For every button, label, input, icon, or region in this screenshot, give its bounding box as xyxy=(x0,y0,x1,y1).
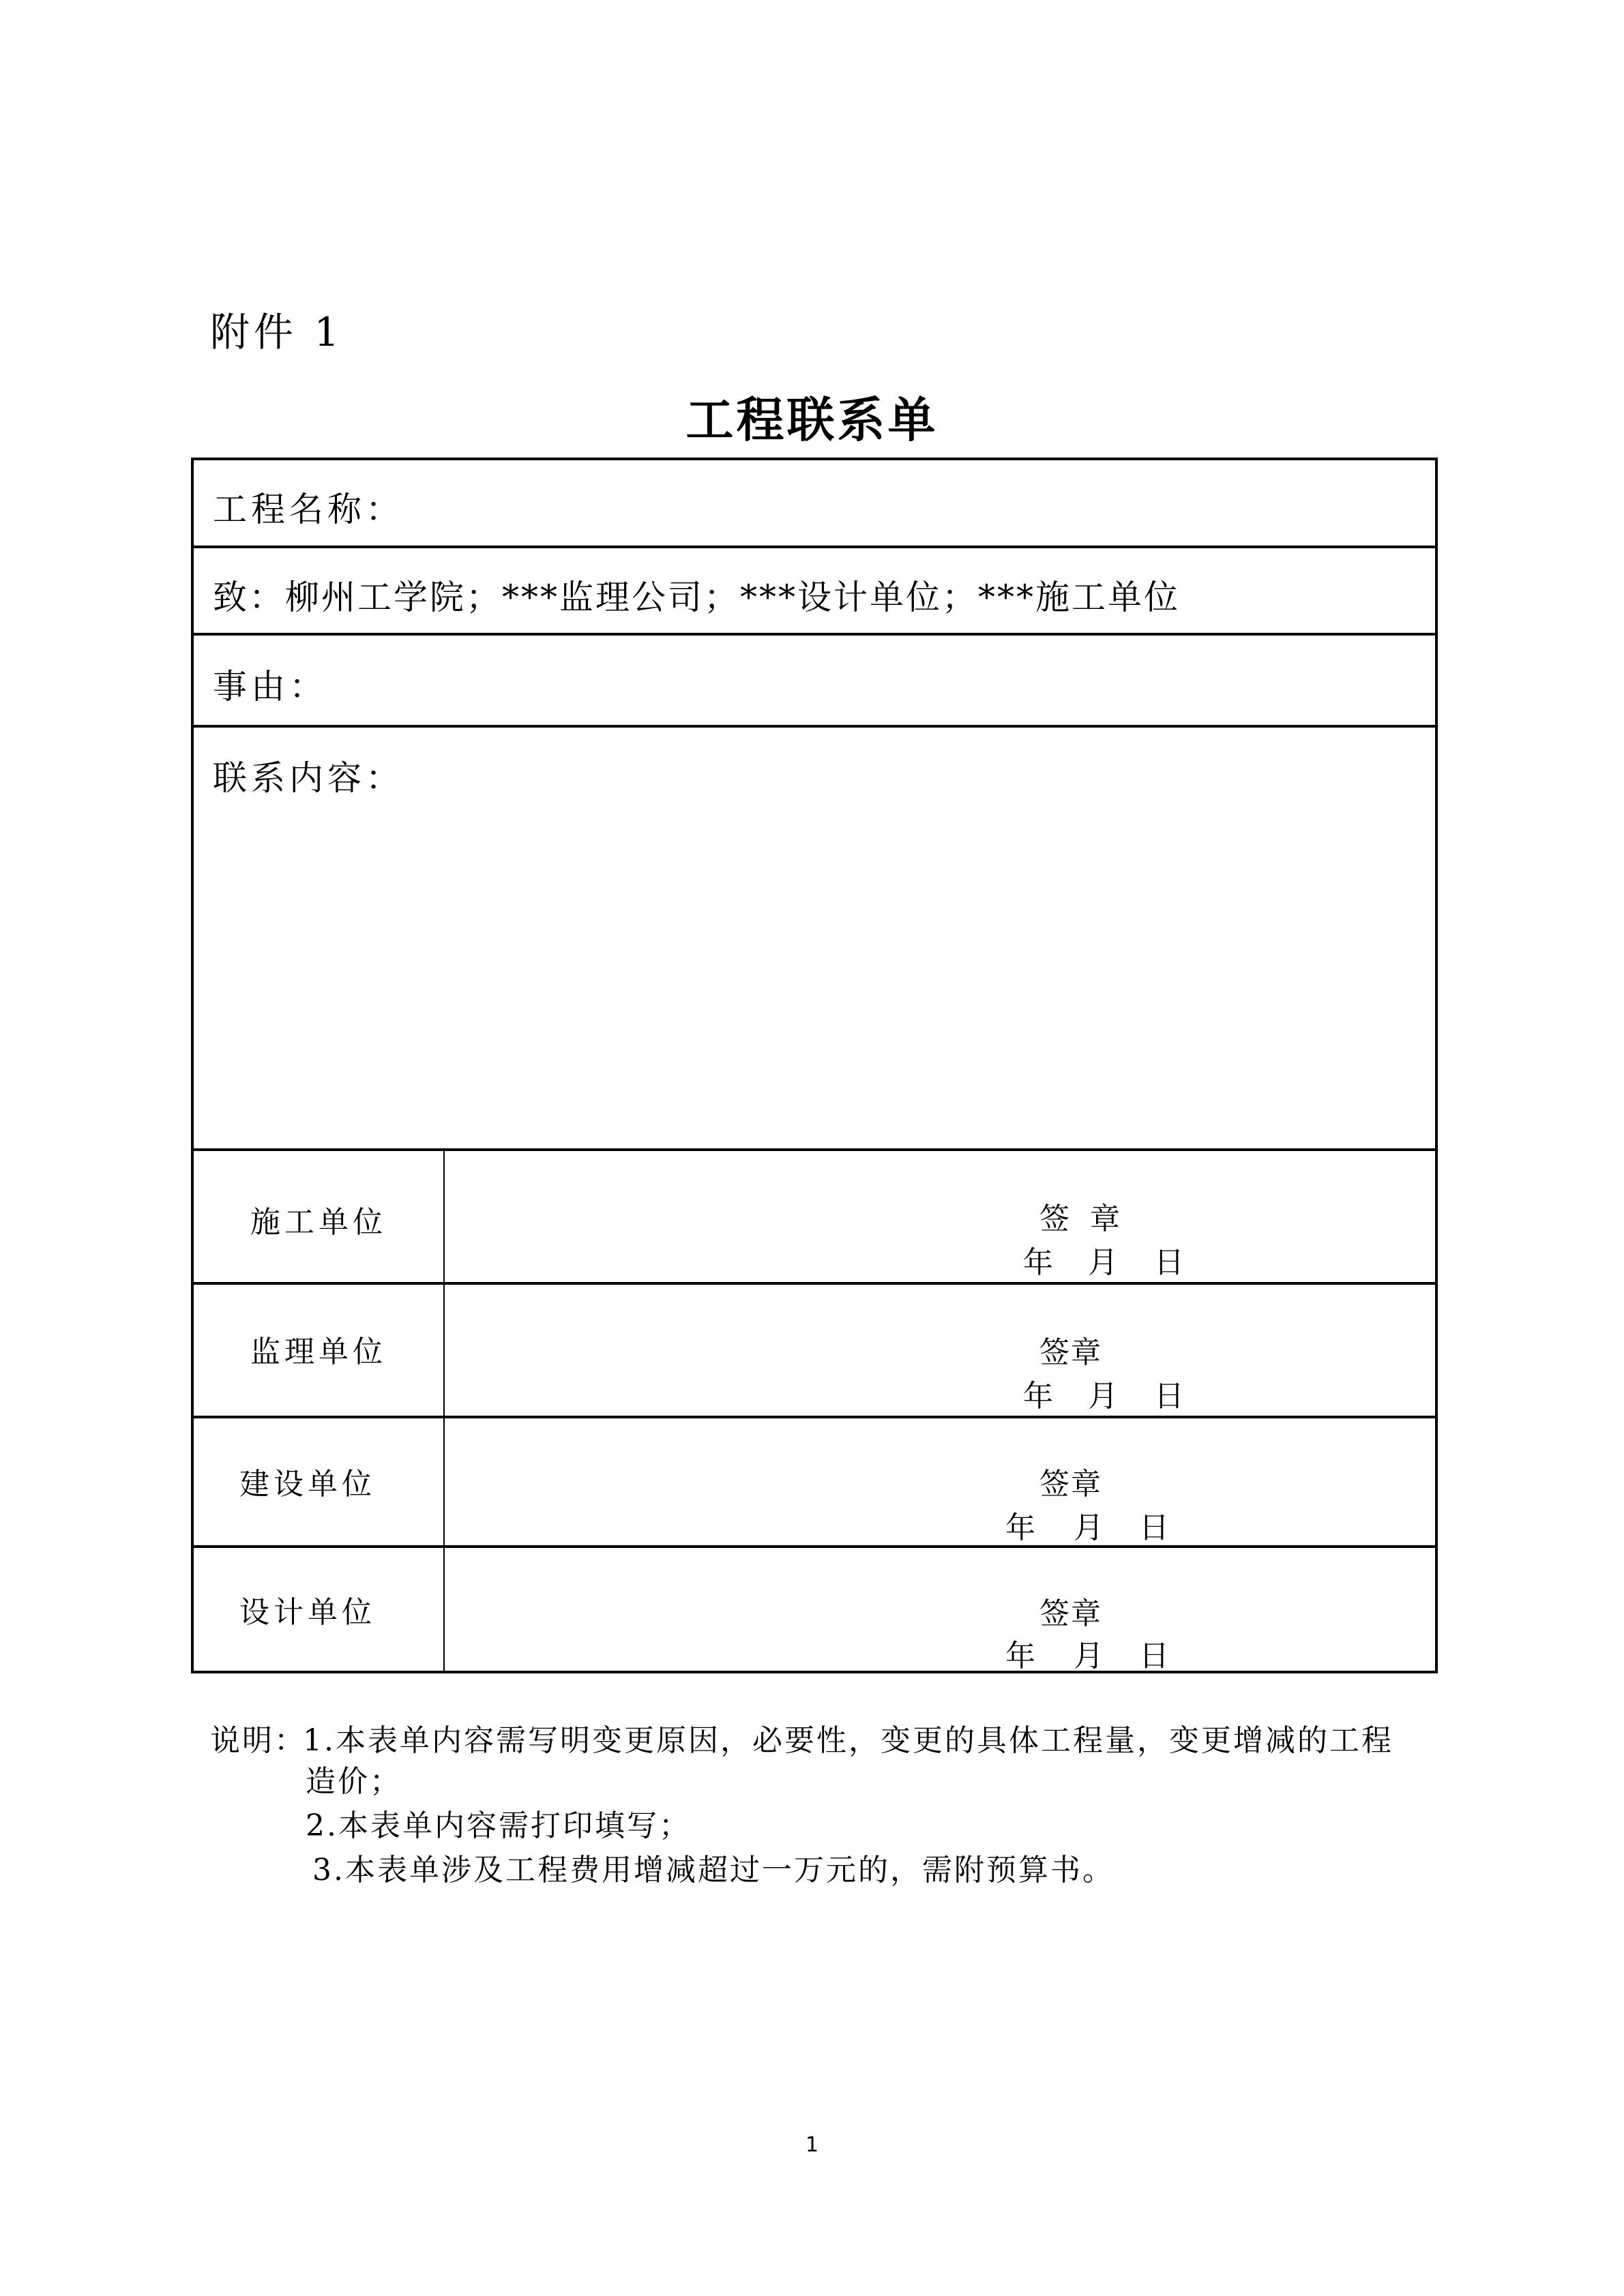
recipients-text: 致：柳州工学院；***监理公司；***设计单位；***施工单位 xyxy=(213,578,1180,617)
day-label: 日 xyxy=(1139,1639,1169,1673)
unit-label: 设计单位 xyxy=(239,1595,376,1630)
signoff-row-supervision xyxy=(194,1285,1435,1418)
year-label: 年 xyxy=(1005,1639,1035,1673)
unit-label: 建设单位 xyxy=(239,1467,376,1502)
seal-label: 签章 xyxy=(1039,1335,1102,1370)
seal-label: 签 章 xyxy=(1039,1202,1125,1236)
project-name-row xyxy=(194,460,1435,548)
day-label: 日 xyxy=(1154,1379,1184,1414)
contact-form-table xyxy=(191,458,1438,1673)
seal-label: 签章 xyxy=(1039,1467,1102,1502)
unit-label: 施工单位 xyxy=(250,1205,387,1240)
unit-label: 监理单位 xyxy=(250,1335,387,1369)
year-label: 年 xyxy=(1023,1379,1053,1414)
project-name-label: 工程名称： xyxy=(213,490,404,529)
page-title: 工程联系单 xyxy=(685,391,939,448)
day-label: 日 xyxy=(1154,1245,1184,1280)
reason-row xyxy=(194,636,1435,728)
recipients-row xyxy=(194,548,1435,636)
month-label: 月 xyxy=(1074,1510,1104,1545)
note-item-1: 1.本表单内容需写明变更原因，必要性，变更的具体工程量，变更增减的工程 xyxy=(303,1723,1393,1758)
signoff-row-construction xyxy=(194,1151,1435,1285)
column-divider xyxy=(443,1418,445,1545)
year-label: 年 xyxy=(1005,1510,1035,1545)
content-row xyxy=(194,728,1435,1151)
day-label: 日 xyxy=(1139,1510,1169,1545)
column-divider xyxy=(443,1285,445,1416)
month-label: 月 xyxy=(1088,1245,1118,1280)
signoff-row-owner xyxy=(194,1418,1435,1548)
month-label: 月 xyxy=(1088,1379,1118,1414)
content-label: 联系内容： xyxy=(213,758,404,798)
column-divider xyxy=(443,1151,445,1282)
reason-label: 事由： xyxy=(213,667,327,706)
note-item-3: 3.本表单涉及工程费用增减超过一万元的，需附预算书。 xyxy=(312,1853,1114,1888)
note-item-2: 2.本表单内容需打印填写； xyxy=(306,1808,691,1843)
month-label: 月 xyxy=(1074,1639,1104,1673)
notes-prefix: 说明： xyxy=(210,1723,306,1758)
signoff-row-design xyxy=(194,1548,1435,1673)
seal-label: 签章 xyxy=(1039,1596,1102,1631)
year-label: 年 xyxy=(1023,1245,1053,1280)
attachment-label: 附件 1 xyxy=(210,309,344,355)
column-divider xyxy=(443,1548,445,1673)
page-number: 1 xyxy=(805,2133,819,2157)
note-item-1-continued: 造价； xyxy=(306,1764,402,1799)
